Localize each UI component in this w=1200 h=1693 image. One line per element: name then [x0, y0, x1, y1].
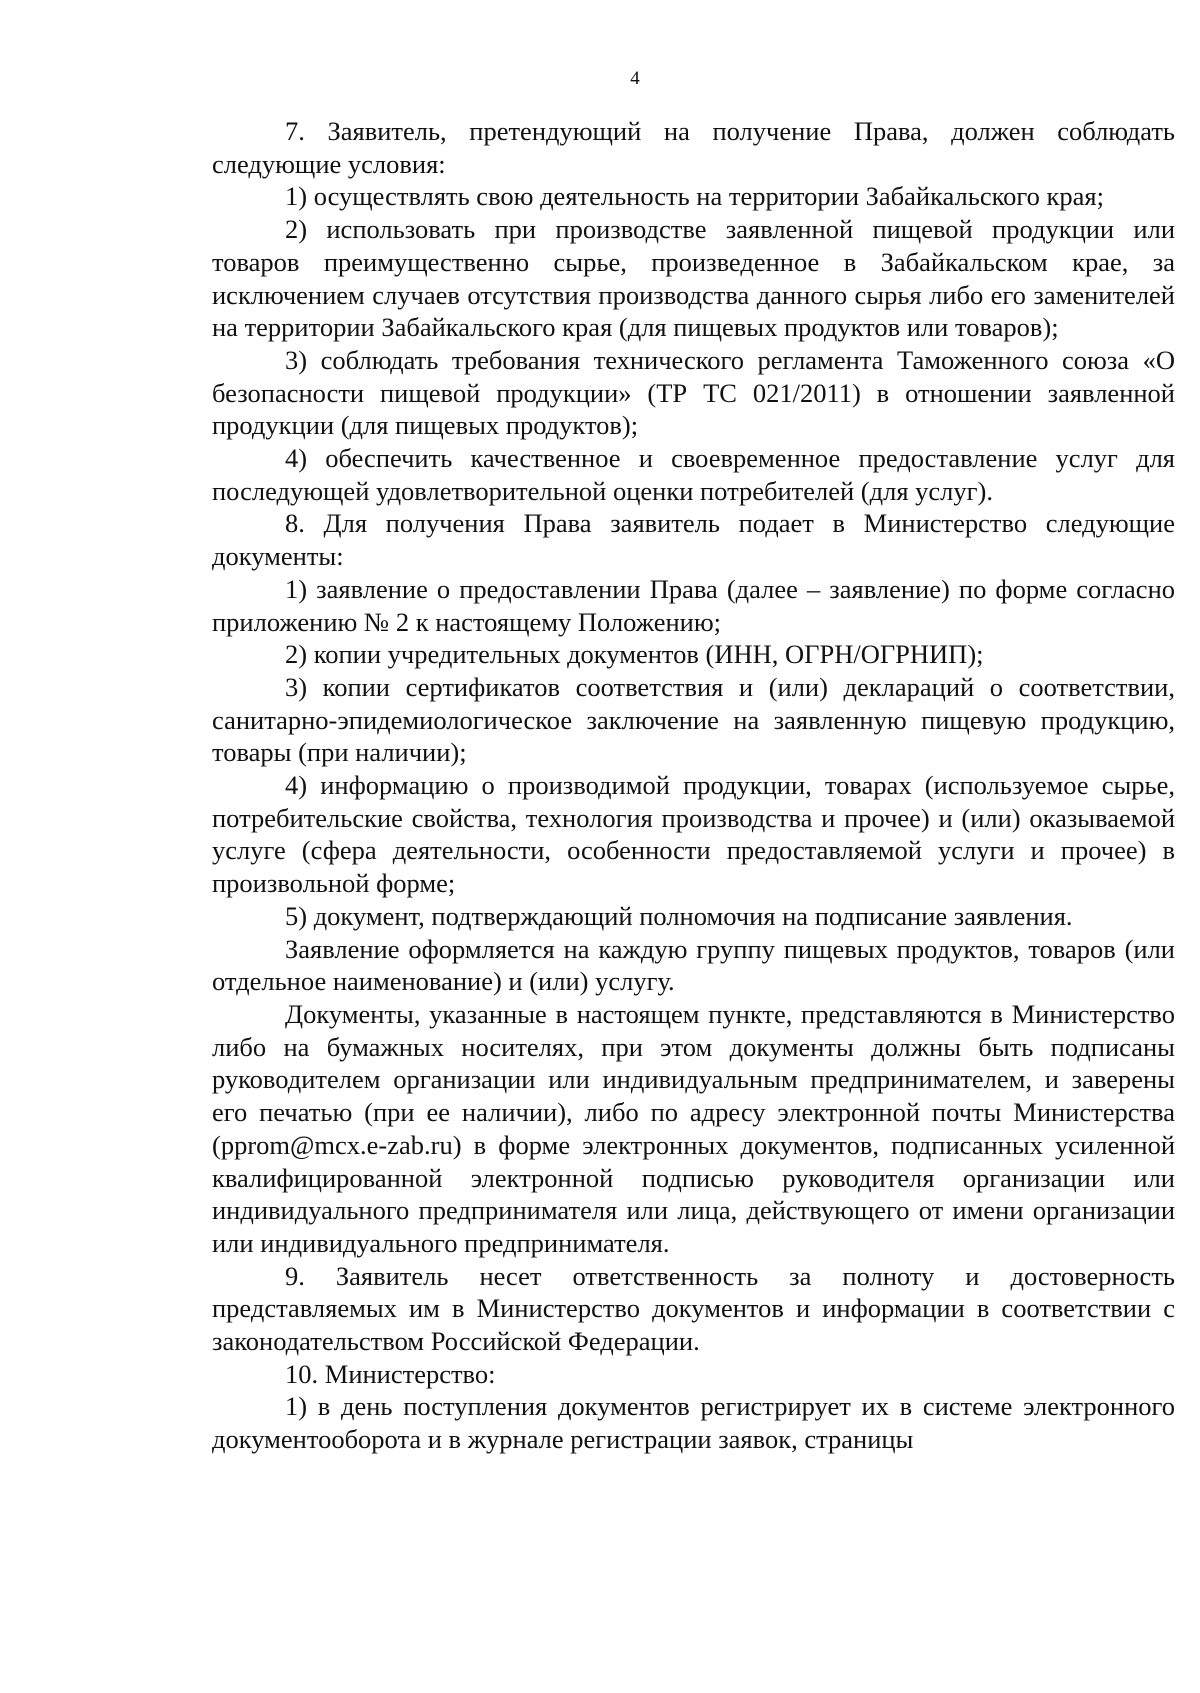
paragraph-8-item-4: 4) информацию о производимой продукции, товарах (используемое сырье, потребительские свойства, технология производства и прочее) и (или) оказываемой услуге (сфера деятельности, особенности предоставляемой услуги и прочее) в произвольной форме; — [212, 770, 1175, 899]
paragraph-7-item-2: 2) использовать при производстве заявленной пищевой продукции или товаров преимущественно сырье, произведенное в Забайкальском крае, за исключением случаев отсутствия производства данного сырья либо его заменителей на территории Забайкальского края (для пищевых продуктов или товаров); — [212, 214, 1175, 343]
paragraph-8-documents: 8. Для получения Права заявитель подает в Министерство следующие документы: — [212, 508, 1175, 572]
paragraph-8-item-5: 5) документ, подтверждающий полномочия на подписание заявления. — [285, 900, 1073, 931]
paragraph-10-ministry: 10. Министерство: — [285, 1358, 496, 1389]
paragraph-7-item-4: 4) обеспечить качественное и своевременное предоставление услуг для последующей удовлетворительной оценки потребителей (для услуг). — [212, 443, 1175, 506]
paragraph-application-scope: Заявление оформляется на каждую группу пищевых продуктов, товаров (или отдельное наименование) и (или) услугу. — [212, 933, 1175, 997]
paragraph-9-responsibility: 9. Заявитель несет ответственность за полноту и достоверность представляемых им в Министерство документов и информации в соответствии с законодательством Российской Федерации. — [212, 1260, 1175, 1357]
paragraph-7-item-3: 3) соблюдать требования технического регламента Таможенного союза «О безопасности пищевой продукции» (ТР ТС 021/2011) в отношении заявленной продукции (для пищевых продуктов); — [212, 344, 1175, 441]
paragraph-submission-rules: Документы, указанные в настоящем пункте, представляются в Министерство либо на бумажных носителях, при этом документы должны быть подписаны руководителем организации или индивидуальным предпринимателем, и заверены его печатью (при ее наличии), либо по адресу электронной почты Министерства (pprom@mcx.e-zab.ru) в форме электронных документов, подписанных усиленной квалифицированной электронной подписью руководителя организации или индивидуального предпринимателя или лица, действующего от имени организации или индивидуального предпринимателя. — [212, 998, 1175, 1258]
paragraph-8-item-1: 1) заявление о предоставлении Права (далее – заявление) по форме согласно приложению № 2 к настоящему Положению; — [212, 573, 1175, 637]
paragraph-10-item-1: 1) в день поступления документов регистрирует их в системе электронного документооборота и в журнале регистрации заявок, страницы — [212, 1391, 1175, 1455]
paragraph-8-item-3: 3) копии сертификатов соответствия и (или) деклараций о соответствии, санитарно-эпидемиологическое заключение на заявленную пищевую продукцию, товары (при наличии); — [212, 671, 1175, 768]
paragraph-7-conditions: 7. Заявитель, претендующий на получение Права, должен соблюдать следующие условия: — [212, 116, 1175, 179]
paragraph-7-item-1: 1) осуществлять свою деятельность на территории Забайкальского края; — [285, 181, 1104, 212]
paragraph-8-item-2: 2) копии учредительных документов (ИНН, ОГРН/ОГРНИП); — [285, 639, 984, 670]
page-number: 4 — [630, 68, 640, 89]
document-body — [212, 115, 1175, 1456]
